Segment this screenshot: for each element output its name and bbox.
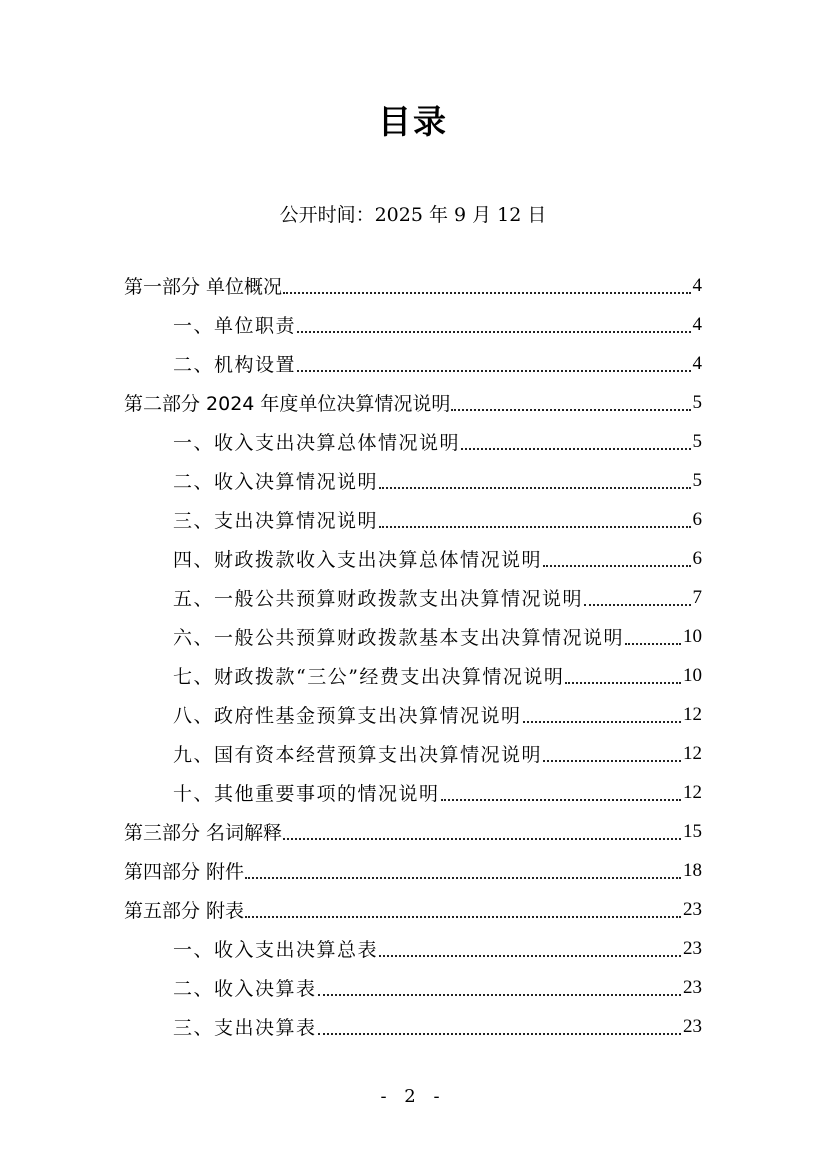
toc-entry-section[interactable]	[124, 578, 702, 617]
toc-entry-title: 九、国有资本经营预算支出决算情况说明	[173, 744, 543, 766]
toc-entry-title: 第二部分 2024 年度单位决算情况说明	[124, 393, 451, 415]
toc-entry-title: 第一部分 单位概况	[124, 276, 283, 298]
toc-entry-title: 一、单位职责	[173, 315, 297, 337]
toc-entry-page: 4	[692, 274, 702, 296]
toc-entry-title: 四、财政拨款收入支出决算总体情况说明	[173, 549, 543, 571]
dot-leader	[297, 368, 690, 372]
toc-entry-section[interactable]	[124, 656, 702, 695]
toc-entry-title: 七、财政拨款“三公”经费支出决算情况说明	[173, 666, 565, 688]
toc-entry-title: 第四部分 附件	[124, 861, 245, 883]
toc-entry-title: 第三部分 名词解释	[124, 822, 283, 844]
dot-leader	[318, 1031, 681, 1035]
toc-entry-part-3[interactable]	[124, 812, 702, 851]
toc-entry-title: 二、机构设置	[173, 354, 297, 376]
toc-entry-section[interactable]	[124, 773, 702, 812]
dot-leader	[245, 914, 681, 918]
toc-entry-section[interactable]	[124, 539, 702, 578]
dot-leader	[451, 407, 690, 411]
dot-leader	[318, 992, 681, 996]
dot-leader	[441, 797, 681, 801]
toc-entry-page: 10	[683, 664, 702, 686]
dot-leader	[461, 446, 690, 450]
dot-leader	[297, 329, 690, 333]
dot-leader	[584, 602, 690, 606]
toc-entry-section[interactable]	[124, 1007, 702, 1046]
dot-leader	[379, 524, 690, 528]
toc-entry-title: 二、收入决算情况说明	[173, 471, 379, 493]
dot-leader	[543, 563, 690, 567]
toc-entry-title: 三、支出决算表	[173, 1017, 317, 1039]
toc-entry-page: 23	[683, 1015, 702, 1037]
toc-entry-section[interactable]	[124, 695, 702, 734]
page-title: 目录	[378, 102, 448, 141]
toc-entry-part-4[interactable]	[124, 851, 702, 890]
dot-leader	[543, 758, 681, 762]
toc-entry-section[interactable]	[124, 968, 702, 1007]
toc-entry-page: 23	[683, 898, 702, 920]
toc-entry-part-1[interactable]	[124, 266, 702, 305]
toc-entry-page: 5	[692, 430, 702, 452]
toc-entry-page: 12	[683, 703, 702, 725]
dot-leader	[379, 953, 681, 957]
dot-leader	[245, 875, 681, 879]
toc-entry-title: 二、收入决算表	[173, 978, 317, 1000]
toc-entry-title: 八、政府性基金预算支出决算情况说明	[173, 705, 522, 727]
toc-entry-page: 4	[692, 313, 702, 335]
toc-entry-page: 23	[683, 976, 702, 998]
toc-entry-title: 六、一般公共预算财政拨款基本支出决算情况说明	[173, 627, 625, 649]
toc-entry-title: 第五部分 附表	[124, 900, 245, 922]
toc-entry-page: 5	[692, 391, 702, 413]
toc-entry-section[interactable]	[124, 344, 702, 383]
toc-entry-title: 十、其他重要事项的情况说明	[173, 783, 440, 805]
dot-leader	[379, 485, 690, 489]
dot-leader	[283, 290, 690, 294]
page-number: - 2 -	[380, 1086, 446, 1107]
dot-leader	[523, 719, 681, 723]
toc-entry-section[interactable]	[124, 500, 702, 539]
publish-date: 公开时间：2025 年 9 月 12 日	[279, 204, 547, 226]
toc-entry-section[interactable]	[124, 734, 702, 773]
toc-entry-section[interactable]	[124, 617, 702, 656]
dot-leader	[283, 836, 681, 840]
toc-entry-page: 10	[683, 625, 702, 647]
toc-entry-title: 一、收入支出决算总体情况说明	[173, 432, 461, 454]
toc-entry-page: 18	[683, 859, 702, 881]
toc-entry-section[interactable]	[124, 422, 702, 461]
toc-entry-section[interactable]	[124, 461, 702, 500]
toc-entry-section[interactable]	[124, 929, 702, 968]
table-of-contents	[124, 266, 702, 1046]
toc-entry-page: 4	[692, 352, 702, 374]
toc-entry-part-2[interactable]	[124, 383, 702, 422]
toc-entry-page: 12	[683, 781, 702, 803]
toc-entry-page: 12	[683, 742, 702, 764]
toc-entry-page: 7	[692, 586, 702, 608]
toc-entry-page: 6	[692, 508, 702, 530]
toc-entry-page: 15	[683, 820, 702, 842]
dot-leader	[565, 680, 681, 684]
toc-entry-title: 五、一般公共预算财政拨款支出决算情况说明	[173, 588, 584, 610]
dot-leader	[625, 641, 681, 645]
toc-entry-section[interactable]	[124, 305, 702, 344]
toc-entry-page: 5	[692, 469, 702, 491]
toc-entry-page: 6	[692, 547, 702, 569]
toc-entry-page: 23	[683, 937, 702, 959]
toc-entry-part-5[interactable]	[124, 890, 702, 929]
toc-entry-title: 三、支出决算情况说明	[173, 510, 379, 532]
toc-entry-title: 一、收入支出决算总表	[173, 939, 379, 961]
